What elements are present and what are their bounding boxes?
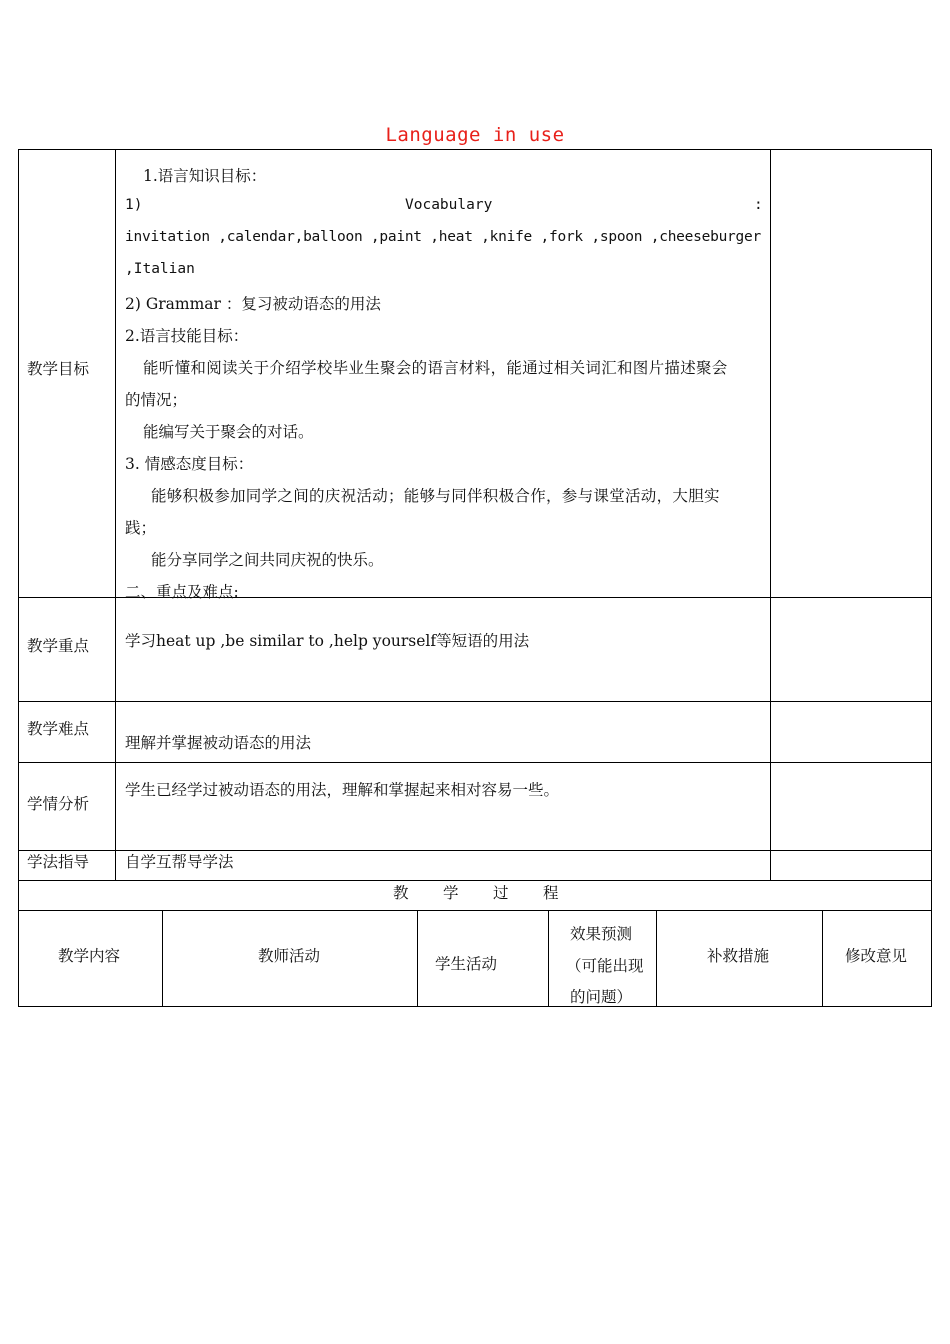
process-heading-char: 过 [493,884,509,902]
column-header: 补救措施 [707,947,770,965]
objectives-label: 教学目标 [27,360,90,378]
objective-line: 能够积极参加同学之间的庆祝活动；能够与同伴积极合作，参与课堂活动，大胆实 [151,487,720,505]
difficulties-text: 理解并掌握被动语态的用法 [125,734,312,752]
column-header: 教师活动 [258,947,321,965]
objective-line: 践； [125,519,157,537]
objective-line: 2.语言技能目标： [125,327,249,345]
objective-line: : [754,197,763,213]
process-heading-char: 学 [443,884,459,902]
objective-line: 能编写关于聚会的对话。 [143,423,314,441]
objective-line: 1) [125,197,143,213]
objective-line: ,Italian [125,261,195,277]
column-header: （可能出现 [566,957,644,975]
analysis-label: 学情分析 [27,795,90,813]
objective-line: 的情况； [125,391,188,409]
column-header: 教学内容 [58,947,121,965]
column-header: 学生活动 [435,955,498,973]
analysis-text: 学生已经学过被动语态的用法，理解和掌握起来相对容易一些。 [125,781,560,799]
objective-line: 能听懂和阅读关于介绍学校毕业生聚会的语言材料，能通过相关词汇和图片描述聚会 [143,359,728,377]
objective-line: 能分享同学之间共同庆祝的快乐。 [151,551,384,569]
column-header: 的问题） [570,988,633,1006]
column-header: 效果预测 [570,925,633,943]
key-points-text: 学习heat up ,be similar to ,help yourself等短语的用法 [125,632,530,650]
objective-line: 3. 情感态度目标： [125,455,254,473]
process-heading-char: 教 [393,884,409,902]
objective-line: 1.语言知识目标： [143,167,267,185]
process-heading-char: 程 [543,884,559,902]
key-points-label: 教学重点 [27,637,90,655]
objective-line: invitation ,calendar,balloon ,paint ,heat ,knife ,fork ,spoon ,cheeseburger [125,229,761,245]
method-text: 自学互帮导学法 [125,853,234,871]
document-title: Language in use [385,124,565,146]
column-header: 修改意见 [845,947,908,965]
difficulties-label: 教学难点 [27,720,90,738]
objective-line: 二、重点及难点: [125,583,239,601]
objective-line: 2) Grammar ：复习被动语态的用法 [125,295,381,313]
method-label: 学法指导 [27,853,90,871]
objective-line: Vocabulary [405,197,493,213]
